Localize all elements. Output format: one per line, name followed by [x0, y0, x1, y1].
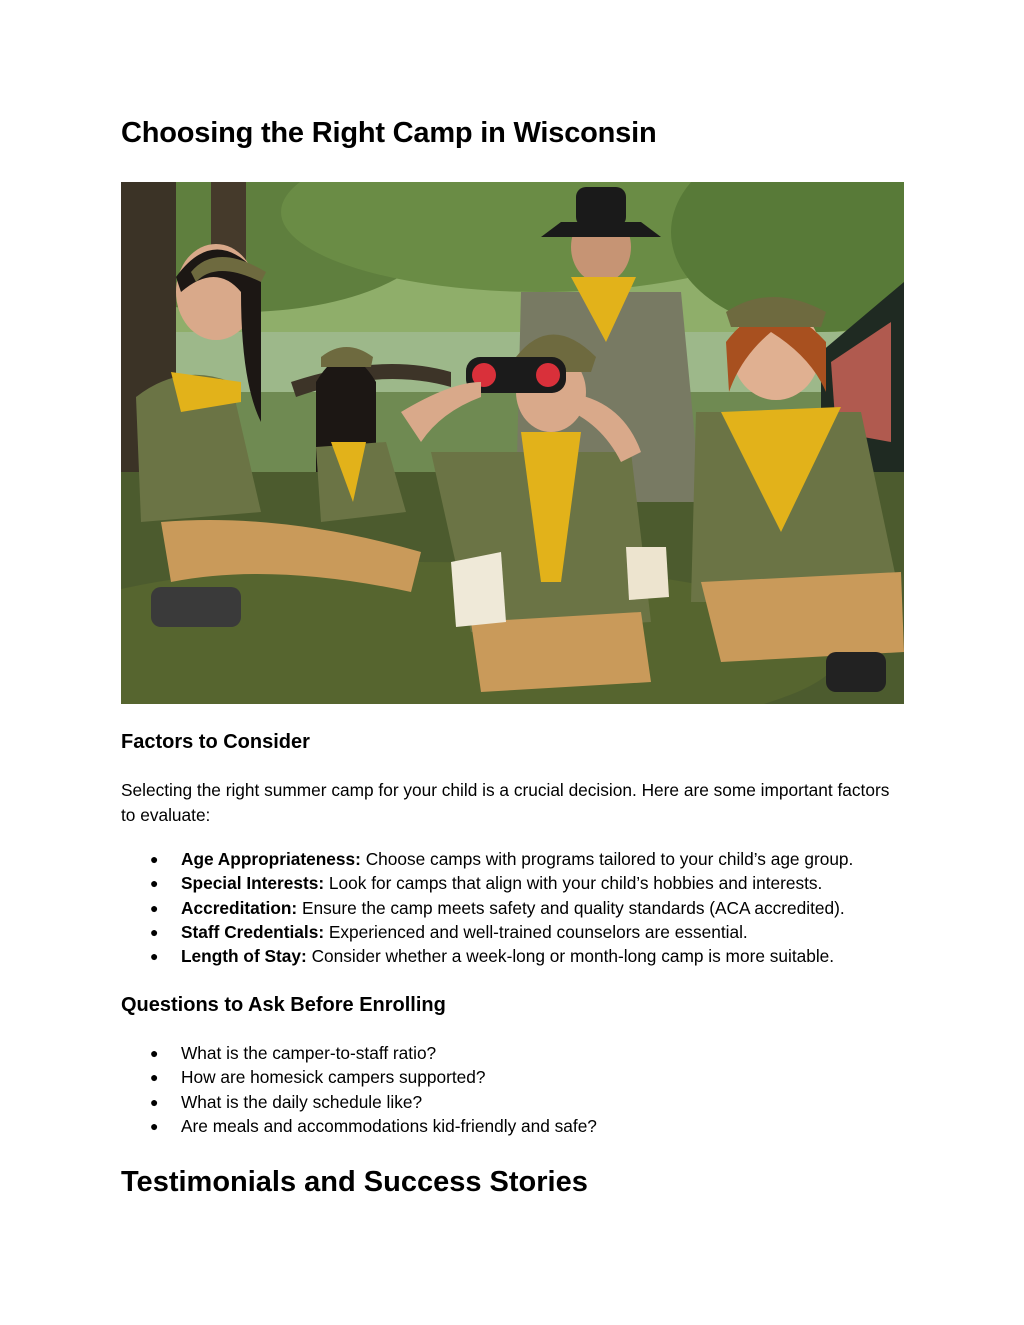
list-item	[121, 847, 853, 871]
bullet-icon: ●	[150, 875, 159, 892]
page-title: Choosing the Right Camp in Wisconsin	[121, 117, 657, 149]
list-item	[121, 1041, 597, 1065]
scouts-photo	[121, 182, 904, 704]
list-item	[121, 1114, 597, 1138]
bullet-icon: ●	[150, 1117, 159, 1134]
factor-label: Length of Stay:	[181, 946, 307, 967]
list-item	[121, 920, 853, 944]
questions-heading: Questions to Ask Before Enrolling	[121, 994, 446, 1016]
factor-text: Experienced and well-trained counselors are essential.	[324, 921, 748, 942]
factor-text: Look for camps that align with your child’s hobbies and interests.	[324, 873, 823, 894]
list-item	[121, 1090, 597, 1114]
bullet-icon: ●	[150, 1093, 159, 1110]
question-text: What is the camper-to-staff ratio?	[181, 1043, 437, 1063]
factor-label: Special Interests:	[181, 873, 325, 894]
bullet-icon: ●	[150, 923, 159, 940]
question-text: What is the daily schedule like?	[181, 1091, 423, 1112]
list-item	[121, 871, 853, 895]
questions-list	[121, 1041, 597, 1138]
bullet-icon: ●	[150, 899, 159, 916]
bullet-icon: ●	[150, 851, 159, 867]
scouts-photo-illustration	[121, 182, 904, 704]
factors-list	[121, 847, 853, 968]
factor-label: Accreditation:	[181, 897, 298, 918]
factors-intro: Selecting the right summer camp for your child is a crucial decision. Here are some important factors to evaluate:	[121, 780, 890, 825]
factors-heading: Factors to Consider	[121, 731, 310, 753]
testimonials-heading: Testimonials and Success Stories	[121, 1166, 588, 1198]
factor-label: Age Appropriateness:	[181, 849, 361, 869]
bullet-icon: ●	[150, 1069, 159, 1086]
factor-text: Choose camps with programs tailored to your child’s age group.	[360, 849, 854, 869]
factor-label: Staff Credentials:	[181, 921, 325, 942]
list-item	[121, 896, 853, 920]
factor-text: Consider whether a week-long or month-long camp is more suitable.	[306, 946, 835, 967]
bullet-icon: ●	[150, 1045, 159, 1061]
bullet-icon: ●	[150, 948, 159, 965]
question-text: Are meals and accommodations kid-friendly and safe?	[181, 1115, 597, 1136]
list-item	[121, 1065, 597, 1089]
factor-text: Ensure the camp meets safety and quality standards (ACA accredited).	[297, 897, 845, 918]
list-item	[121, 944, 853, 968]
question-text: How are homesick campers supported?	[181, 1067, 486, 1088]
